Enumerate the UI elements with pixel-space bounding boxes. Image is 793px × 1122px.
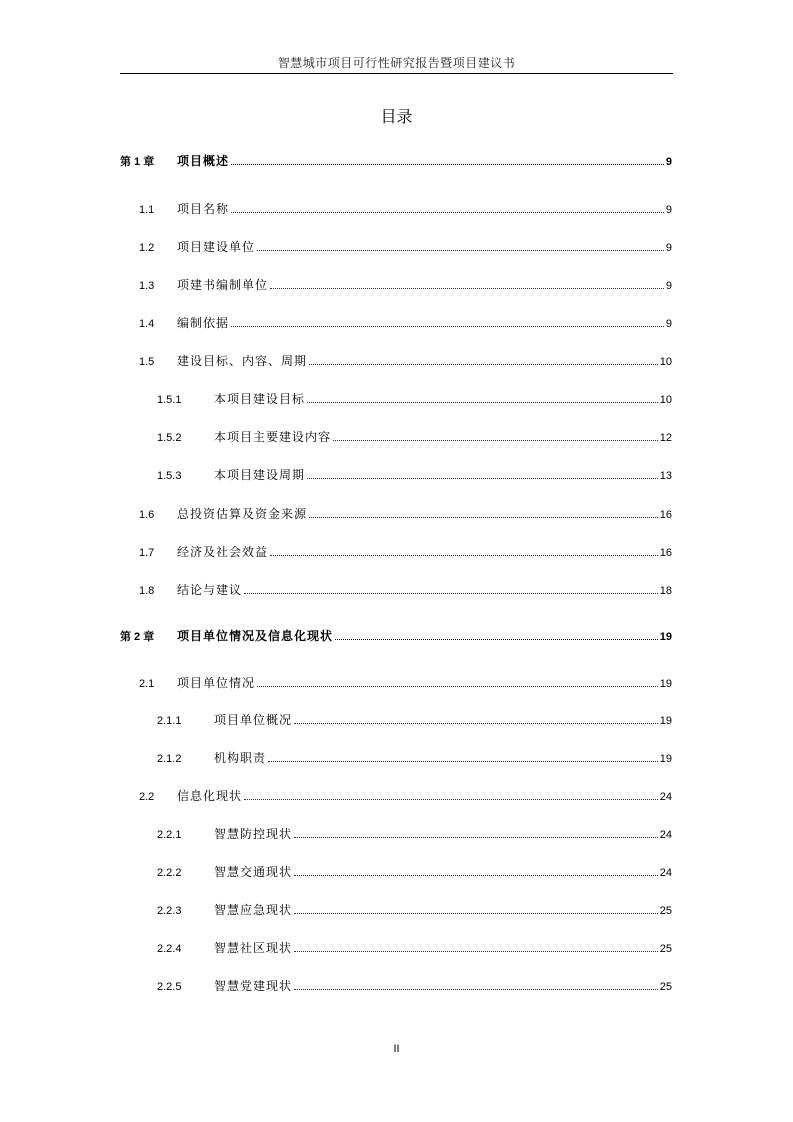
toc-entry-number: 2.2.4 <box>157 943 182 955</box>
toc-entry-number: 1.4 <box>139 318 155 330</box>
toc-entry-number: 1.5 <box>139 356 155 368</box>
toc-entry[interactable] <box>157 429 672 445</box>
page-number: II <box>393 1043 400 1055</box>
toc-entry-label: 智慧防控现状 <box>214 827 293 841</box>
toc-entry-label: 智慧党建现状 <box>214 979 293 993</box>
toc-entry-page: 24 <box>659 829 672 841</box>
toc-leader-dots <box>270 555 658 556</box>
toc-entry-page: 24 <box>659 867 672 879</box>
toc-entry[interactable] <box>139 353 672 369</box>
toc-leader-dots <box>309 364 658 365</box>
toc-entry[interactable] <box>139 788 672 804</box>
toc-leader-dots <box>231 212 664 213</box>
toc-entry-page: 19 <box>659 631 672 643</box>
toc-entry-page: 19 <box>659 753 672 765</box>
toc-entry-number: 2.1 <box>139 678 155 690</box>
toc-entry-page: 9 <box>665 242 672 254</box>
toc-entry-page: 16 <box>659 547 672 559</box>
toc-entry-page: 16 <box>659 509 672 521</box>
toc-entry-page: 13 <box>659 470 672 482</box>
toc-entry-label: 经济及社会效益 <box>177 545 269 559</box>
toc-entry-label: 结论与建议 <box>177 583 243 597</box>
toc-entry-number: 1.8 <box>139 585 155 597</box>
running-header: 智慧城市项目可行性研究报告暨项目建议书 <box>277 56 516 70</box>
toc-leader-dots <box>307 402 658 403</box>
toc-entry-label: 本项目主要建设内容 <box>214 430 332 444</box>
toc-chapter-entry[interactable] <box>120 153 672 169</box>
toc-leader-dots <box>294 837 658 838</box>
toc-entry-number: 1.5.2 <box>157 432 182 444</box>
toc-entry[interactable] <box>157 750 672 766</box>
toc-entry[interactable] <box>157 940 672 956</box>
toc-entry[interactable] <box>139 582 672 598</box>
toc-entry-label: 总投资估算及资金来源 <box>177 507 308 521</box>
toc-entry[interactable] <box>157 902 672 918</box>
toc-leader-dots <box>335 639 658 640</box>
toc-entry[interactable] <box>157 467 672 483</box>
toc-entry-number: 第 2 章 <box>120 631 155 643</box>
toc-leader-dots <box>294 951 658 952</box>
toc-entry-page: 12 <box>659 432 672 444</box>
toc-entry-page: 25 <box>659 905 672 917</box>
toc-entry-label: 信息化现状 <box>177 789 243 803</box>
toc-entry-number: 1.1 <box>139 204 155 216</box>
toc-entry[interactable] <box>139 675 672 691</box>
toc-entry[interactable] <box>157 712 672 728</box>
toc-entry-label: 本项目建设周期 <box>214 468 306 482</box>
toc-entry-page: 25 <box>659 943 672 955</box>
toc-entry-page: 9 <box>665 204 672 216</box>
toc-entry-number: 2.2 <box>139 791 155 803</box>
toc-entry-number: 1.2 <box>139 242 155 254</box>
toc-entry-label: 项目单位情况 <box>177 676 256 690</box>
toc-entry-label: 项目建设单位 <box>177 240 256 254</box>
toc-entry-label: 项目单位情况及信息化现状 <box>177 629 334 643</box>
toc-entry-number: 2.1.1 <box>157 715 182 727</box>
toc-leader-dots <box>294 723 658 724</box>
toc-entry-number: 1.6 <box>139 509 155 521</box>
toc-leader-dots <box>294 989 658 990</box>
toc-leader-dots <box>268 761 658 762</box>
toc-entry-number: 2.2.3 <box>157 905 182 917</box>
toc-entry-page: 24 <box>659 791 672 803</box>
toc-entry[interactable] <box>157 391 672 407</box>
toc-entry[interactable] <box>139 506 672 522</box>
toc-entry-label: 项建书编制单位 <box>177 278 269 292</box>
toc-entry-page: 9 <box>665 156 672 168</box>
toc-entry-label: 智慧应急现状 <box>214 903 293 917</box>
toc-entry-label: 项目名称 <box>177 202 230 216</box>
toc-entry[interactable] <box>157 978 672 994</box>
toc-entry[interactable] <box>139 544 672 560</box>
toc-leader-dots <box>231 326 664 327</box>
toc-entry-number: 2.2.2 <box>157 867 182 879</box>
toc-leader-dots <box>231 164 664 165</box>
toc-entry-page: 9 <box>665 280 672 292</box>
toc-entry-number: 1.5.1 <box>157 394 182 406</box>
toc-leader-dots <box>294 875 658 876</box>
toc-leader-dots <box>257 686 658 687</box>
toc-entry[interactable] <box>139 315 672 331</box>
toc-leader-dots <box>333 440 658 441</box>
toc-title: 目录 <box>380 107 413 126</box>
toc-entry-label: 智慧交通现状 <box>214 865 293 879</box>
toc-entry-number: 1.3 <box>139 280 155 292</box>
toc-entry-label: 项目概述 <box>177 154 230 168</box>
toc-entry-label: 机构职责 <box>214 751 267 765</box>
toc-leader-dots <box>244 799 658 800</box>
toc-entry-page: 25 <box>659 981 672 993</box>
toc-entry-label: 智慧社区现状 <box>214 941 293 955</box>
toc-leader-dots <box>309 517 658 518</box>
toc-entry-number: 1.5.3 <box>157 470 182 482</box>
toc-entry-label: 编制依据 <box>177 316 230 330</box>
toc-entry-label: 项目单位概况 <box>214 713 293 727</box>
toc-leader-dots <box>257 250 664 251</box>
toc-entry-page: 10 <box>659 394 672 406</box>
toc-entry-number: 1.7 <box>139 547 155 559</box>
toc-leader-dots <box>294 913 658 914</box>
toc-entry-number: 2.2.5 <box>157 981 182 993</box>
toc-chapter-entry[interactable] <box>120 628 672 644</box>
toc-entry-page: 18 <box>659 585 672 597</box>
toc-entry-label: 本项目建设目标 <box>214 392 306 406</box>
toc-leader-dots <box>270 288 664 289</box>
toc-entry-number: 2.1.2 <box>157 753 182 765</box>
toc-leader-dots <box>244 593 658 594</box>
toc-entry[interactable] <box>139 201 672 217</box>
toc-entry-page: 19 <box>659 678 672 690</box>
toc-entry-label: 建设目标、内容、周期 <box>177 354 308 368</box>
toc-entry[interactable] <box>157 826 672 842</box>
toc-entry-page: 9 <box>665 318 672 330</box>
toc-entry[interactable] <box>139 277 672 293</box>
toc-entry-page: 19 <box>659 715 672 727</box>
toc-entry[interactable] <box>157 864 672 880</box>
toc-entry-number: 2.2.1 <box>157 829 182 841</box>
toc-leader-dots <box>307 478 658 479</box>
toc-entry-page: 10 <box>659 356 672 368</box>
toc-entry[interactable] <box>139 239 672 255</box>
toc-entry-number: 第 1 章 <box>120 156 155 168</box>
